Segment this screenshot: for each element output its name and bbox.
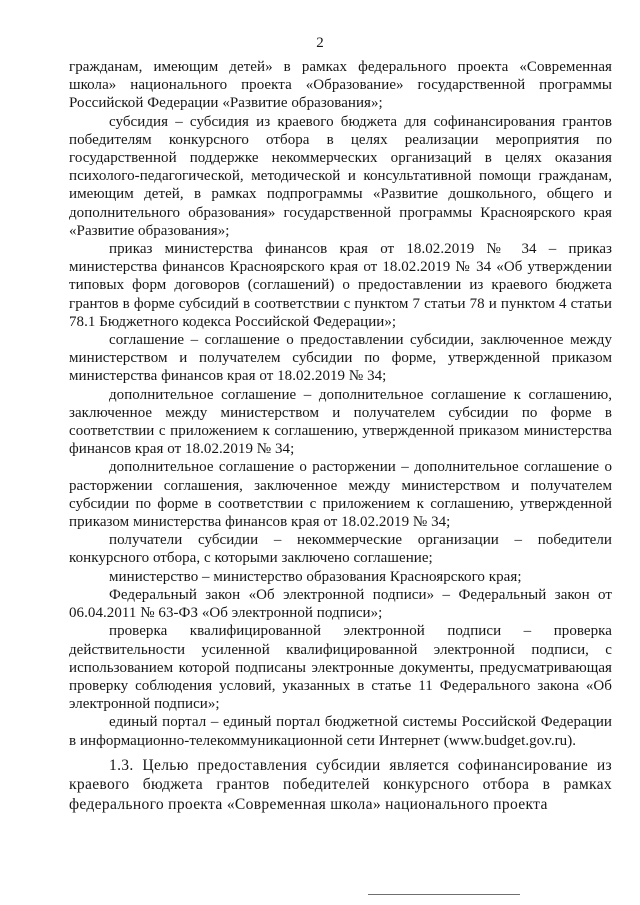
page-number: 2 bbox=[316, 35, 324, 51]
definition-signature-check: проверка квалифицированной электронной подписи – проверка действительности усиленной квалифицированной электронной подписи, с использованием которой подписаны электронные документы, предусматривающая проверку соблюдения условий, указанных в статье 11 Федерального закона «Об электронной подписи»; bbox=[69, 623, 612, 713]
definition-federal-law: Федеральный закон «Об электронной подписи» – Федеральный закон от 06.04.2011 № 63-ФЗ «Об электронной подписи»; bbox=[69, 586, 612, 622]
definition-additional-agreement: дополнительное соглашение – дополнительное соглашение к соглашению, заключенное между министерством и получателем субсидии по форме в соответствии с приложением к соглашению, утвержденной приказом министерства финансов края от 18.02.2019 № 34; bbox=[69, 386, 612, 458]
definition-subsidy-recipients: получатели субсидии – некоммерческие организации – победители конкурсного отбора, с которыми заключено соглашение; bbox=[69, 532, 612, 567]
clause-1-3: 1.3. Целью предоставления субсидии является софинансирование из краевого бюджета грантов победителей конкурсного отбора в рамках федерального проекта «Современная школа» национального проекта bbox=[69, 756, 612, 813]
document-body bbox=[69, 58, 612, 814]
definition-ministry: министерство – министерство образования Красноярского края; bbox=[109, 568, 522, 585]
paragraph-continuation: гражданам, имеющим детей» в рамках федерального проекта «Современная школа» национального проекта «Образование» государственной программы Российской Федерации «Развитие образования»; bbox=[69, 59, 612, 112]
definition-single-portal: единый портал – единый портал бюджетной системы Российской Федерации в информационно-телекоммуникационной сети Интернет (www.budget.gov.ru). bbox=[69, 714, 612, 749]
definition-termination-agreement: дополнительное соглашение о расторжении – дополнительное соглашение о расторжении соглашения, заключенное между министерством и получателем субсидии по форме в соответствии с приложением к соглашению, утвержденной приказом министерства финансов края от 18.02.2019 № 34; bbox=[69, 459, 612, 531]
definition-agreement: соглашение – соглашение о предоставлении субсидии, заключенное между министерством и получателем субсидии по форме, утвержденной приказом министерства финансов края от 18.02.2019 № 34; bbox=[69, 332, 612, 385]
definition-subsidy: субсидия – субсидия из краевого бюджета для софинансирования грантов победителям конкурсного отбора в целях реализации мероприятия по государственной поддержке некоммерческих организаций в целях оказания психолого-педагогической, методической и консультативной помощи гражданам, имеющим детей, в рамках подпрограммы «Развитие дошкольного, общего и дополнительного образования» государственной программы Красноярского края «Развитие образования»; bbox=[69, 113, 612, 239]
footer-rule bbox=[368, 894, 520, 895]
definition-finance-order: приказ министерства финансов края от 18.02.2019 № 34 – приказ министерства финансов Красноярского края от 18.02.2019 № 34 «Об утверждении типовых форм договоров (соглашений) о предоставлении из краевого бюджета грантов в форме субсидий в соответствии с пунктом 7 статьи 78 и пунктом 4 статьи 78.1 Бюджетного кодекса Российской Федерации»; bbox=[69, 241, 612, 330]
